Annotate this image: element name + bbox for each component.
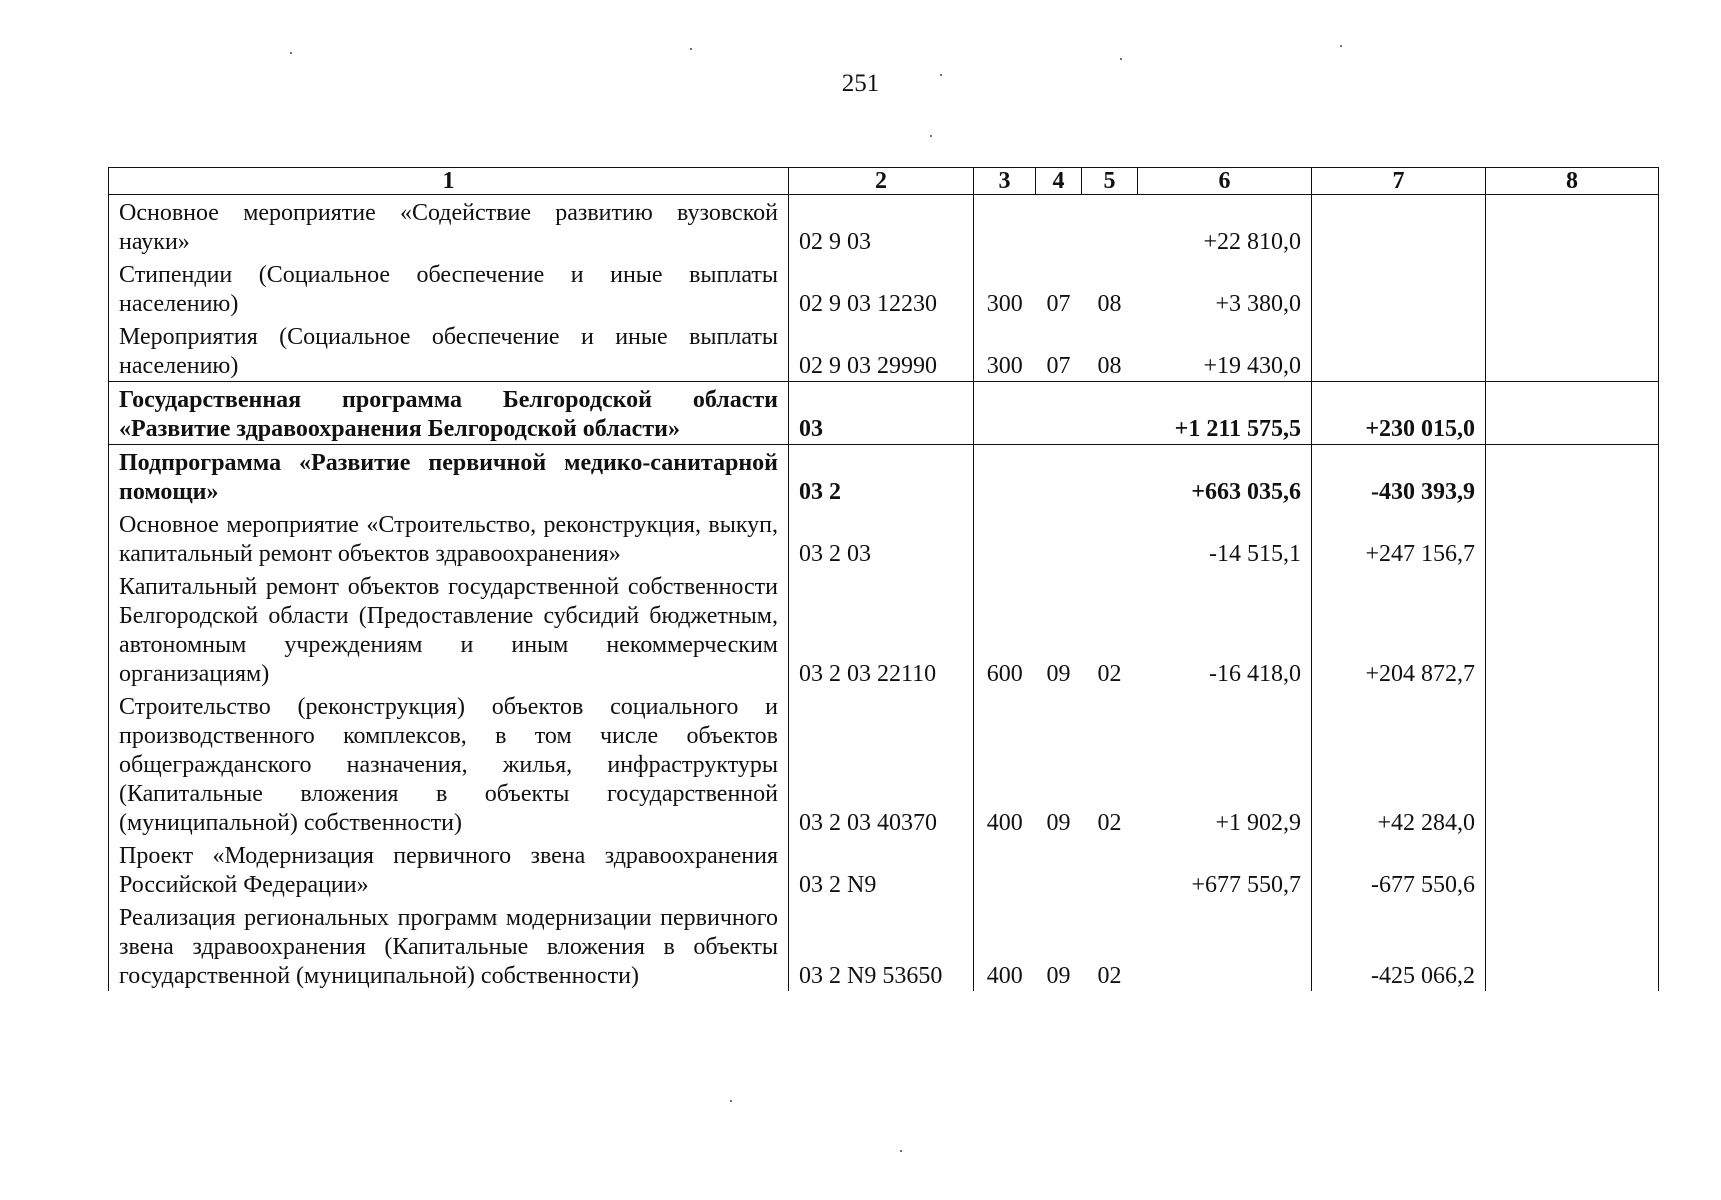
row-subsection (1082, 195, 1138, 258)
row-amount-6 (1138, 900, 1312, 991)
row-type (974, 507, 1036, 569)
column-header: 7 (1312, 168, 1486, 195)
row-amount-8 (1486, 382, 1659, 445)
table-row (109, 689, 1659, 838)
table-row (109, 445, 1659, 508)
row-type (974, 838, 1036, 900)
row-amount-8 (1486, 195, 1659, 258)
row-subsection: 02 (1097, 963, 1122, 989)
row-description: Капитальный ремонт объектов государственной собственности Белгородской области (Предоставление субсидий бюджетным, автономным учреждениям и иным некоммерческим организациям) (109, 569, 789, 689)
row-section (1036, 507, 1082, 569)
row-type (974, 445, 1036, 508)
table-row (109, 319, 1659, 382)
row-amount-7: -677 550,6 (1312, 838, 1486, 900)
row-type: 400 (974, 689, 1036, 838)
row-type: 400 (974, 900, 1036, 991)
header-row (109, 168, 1659, 195)
column-header: 1 (109, 168, 789, 195)
scan-speck (940, 74, 942, 76)
row-type (974, 382, 1036, 445)
row-description: Основное мероприятие «Содействие развитию вузовской науки» (109, 195, 789, 258)
row-amount-7: +247 156,7 (1312, 507, 1486, 569)
scan-speck (290, 52, 292, 54)
row-amount-8 (1486, 507, 1659, 569)
row-amount-7 (1312, 319, 1486, 382)
row-type: 600 (974, 569, 1036, 689)
row-amount-6: +1 902,9 (1138, 689, 1312, 838)
row-subsection (1082, 445, 1138, 508)
row-amount-8 (1486, 257, 1659, 319)
table-row (109, 257, 1659, 319)
row-code: 03 2 N9 53650 (789, 900, 974, 991)
row-amount-7: +42 284,0 (1312, 689, 1486, 838)
row-code: 03 2 (789, 445, 974, 508)
row-description: Государственная программа Белгородской области «Развитие здравоохранения Белгородской области» (109, 382, 789, 445)
row-subsection (1082, 507, 1138, 569)
row-section: 09 (1046, 963, 1071, 989)
row-amount-6: +19 430,0 (1138, 319, 1312, 382)
table-row (109, 569, 1659, 689)
row-amount-6: +1 211 575,5 (1138, 382, 1312, 445)
row-amount-6: +677 550,7 (1138, 838, 1312, 900)
row-code: 03 2 03 (789, 507, 974, 569)
row-amount-7: -425 066,2 (1312, 900, 1486, 991)
row-amount-8 (1486, 569, 1659, 689)
row-code: 02 9 03 (789, 195, 974, 258)
table-row (109, 838, 1659, 900)
row-type: 300 (974, 257, 1036, 319)
scan-speck (1340, 45, 1342, 47)
row-description: Реализация региональных программ модернизации первичного звена здравоохранения (Капитальные вложения в объекты государственной (муниципальной) собственности) (109, 900, 789, 991)
row-amount-8 (1486, 689, 1659, 838)
row-section: 09 (1046, 661, 1071, 687)
table-row (109, 507, 1659, 569)
page-number: 251 (841, 70, 880, 97)
row-amount-8 (1486, 838, 1659, 900)
row-section (1036, 445, 1082, 508)
row-description: Стипендии (Социальное обеспечение и иные выплаты населению) (109, 257, 789, 319)
row-code: 03 2 N9 (789, 838, 974, 900)
table-row (109, 195, 1659, 258)
row-subsection: 02 (1097, 661, 1122, 687)
table-row (109, 382, 1659, 445)
row-description: Строительство (реконструкция) объектов социального и производственного комплексов, в том числе объектов общегражданского назначения, жилья, инфраструктуры (Капитальные вложения в объекты государственной (муниципальной) собственности) (109, 689, 789, 838)
row-amount-7: +204 872,7 (1312, 569, 1486, 689)
row-type (974, 195, 1036, 258)
row-amount-7: -430 393,9 (1312, 445, 1486, 508)
row-section (1036, 195, 1082, 258)
row-type: 300 (974, 319, 1036, 382)
row-subsection: 02 (1097, 810, 1122, 836)
row-amount-6: -14 515,1 (1138, 507, 1312, 569)
row-code: 03 2 03 40370 (789, 689, 974, 838)
row-amount-7: +230 015,0 (1312, 382, 1486, 445)
row-amount-8 (1486, 445, 1659, 508)
row-description: Мероприятия (Социальное обеспечение и иные выплаты населению) (109, 319, 789, 382)
column-header: 3 (974, 168, 1036, 195)
row-description: Основное мероприятие «Строительство, реконструкция, выкуп, капитальный ремонт объектов здравоохранения» (109, 507, 789, 569)
row-amount-6: +663 035,6 (1138, 445, 1312, 508)
row-section (1036, 838, 1082, 900)
row-section: 07 (1046, 353, 1071, 379)
scan-speck (1120, 58, 1122, 60)
row-subsection: 08 (1097, 291, 1122, 317)
scan-speck (730, 1100, 732, 1102)
budget-table (108, 167, 1659, 991)
column-header: 8 (1486, 168, 1659, 195)
scan-speck (930, 135, 932, 137)
row-amount-8 (1486, 900, 1659, 991)
row-code: 03 2 03 22110 (789, 569, 974, 689)
column-header: 4 (1036, 168, 1082, 195)
row-subsection: 08 (1097, 353, 1122, 379)
row-code: 03 (789, 382, 974, 445)
row-code: 02 9 03 29990 (789, 319, 974, 382)
row-amount-6: +3 380,0 (1138, 257, 1312, 319)
column-header: 6 (1138, 168, 1312, 195)
table-row (109, 900, 1659, 991)
row-section: 07 (1046, 291, 1071, 317)
row-description: Проект «Модернизация первичного звена здравоохранения Российской Федерации» (109, 838, 789, 900)
row-amount-6: +22 810,0 (1138, 195, 1312, 258)
row-amount-7 (1312, 195, 1486, 258)
row-amount-8 (1486, 319, 1659, 382)
column-header: 2 (789, 168, 974, 195)
row-subsection (1082, 838, 1138, 900)
column-header: 5 (1082, 168, 1138, 195)
scan-speck (900, 1150, 902, 1152)
row-amount-6: -16 418,0 (1138, 569, 1312, 689)
row-section (1036, 382, 1082, 445)
scan-speck (690, 48, 692, 50)
row-subsection (1082, 382, 1138, 445)
row-amount-7 (1312, 257, 1486, 319)
row-description: Подпрограмма «Развитие первичной медико-санитарной помощи» (109, 445, 789, 508)
row-section: 09 (1046, 810, 1071, 836)
row-code: 02 9 03 12230 (789, 257, 974, 319)
